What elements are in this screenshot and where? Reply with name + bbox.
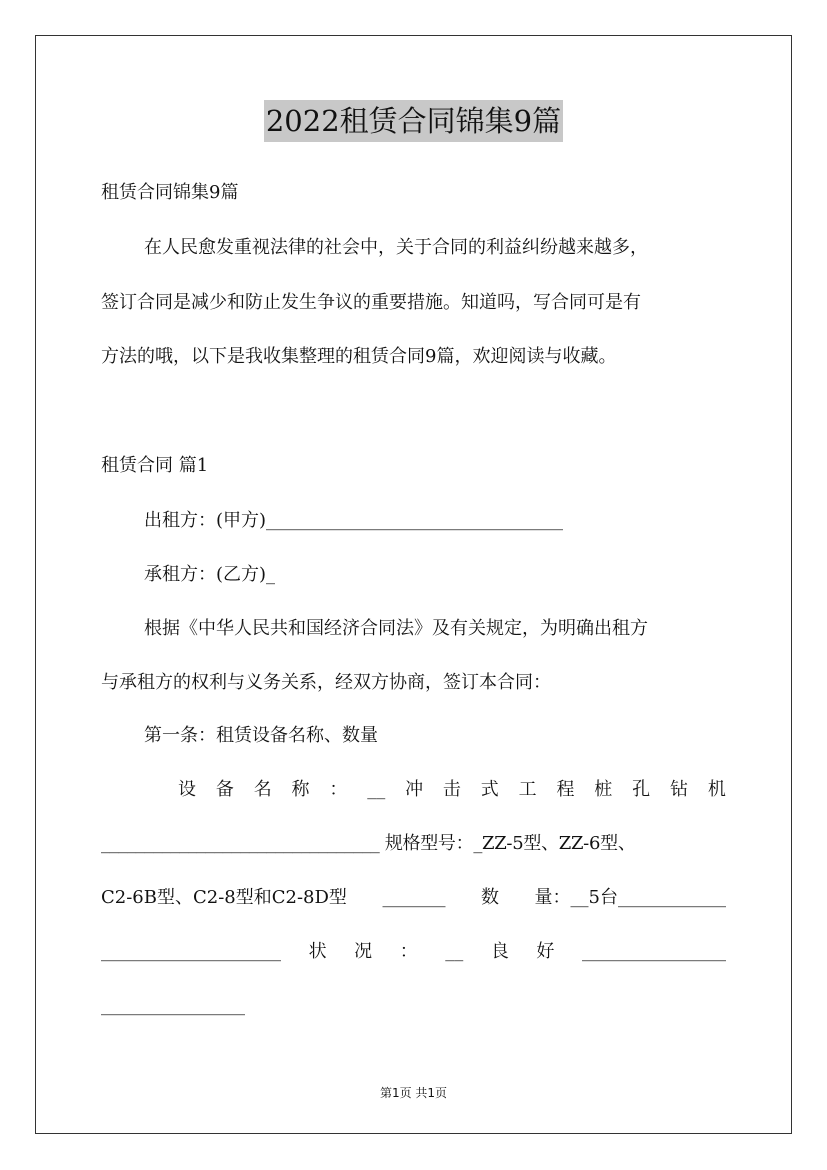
equipment-token: 程 [556, 779, 575, 800]
equipment-token: 桩 [594, 779, 613, 800]
equipment-token: 数 [481, 887, 499, 908]
equipment-token: 冲 [405, 779, 424, 800]
equipment-token: 钻 [669, 779, 688, 800]
intro-line-1: 在人民愈发重视法律的社会中，关于合同的利益纠纷越来越多， [144, 237, 648, 258]
equipment-condition-line [101, 939, 726, 965]
equipment-token: C2-6B型、C2-8型和C2-8D型 [101, 887, 347, 908]
equipment-token: ____________________ [101, 941, 281, 962]
basis-line-2: 与承租方的权利与义务关系，经双方协商，签订本合同： [101, 672, 551, 693]
equipment-token: 孔 [632, 779, 651, 800]
equipment-token: _______ [382, 887, 446, 908]
equipment-blank-line: ________________ [101, 995, 245, 1016]
lessee-line: 承租方：(乙方)_ [144, 564, 276, 585]
document-title-wrap [0, 100, 827, 142]
equipment-token: ： [399, 941, 418, 962]
equipment-token: 好 [536, 941, 555, 962]
equipment-token: 状 [308, 941, 327, 962]
equipment-token: 工 [518, 779, 537, 800]
equipment-token: 击 [442, 779, 461, 800]
equipment-token: 况 [354, 941, 373, 962]
subtitle: 租赁合同锦集9篇 [101, 182, 239, 203]
article1-heading: 第一条：租赁设备名称、数量 [144, 725, 378, 746]
equipment-token: __ [445, 941, 464, 962]
equipment-token: 称 [291, 779, 310, 800]
equipment-token: 设 [178, 779, 196, 800]
intro-line-2: 签订合同是减少和防止发生争议的重要措施。知道吗，写合同可是有 [101, 292, 641, 313]
section-heading: 租赁合同 篇1 [101, 455, 209, 476]
equipment-token: 备 [215, 779, 234, 800]
equipment-token: 良 [490, 941, 509, 962]
lessor-line: 出租方：(甲方)_________________________________ [144, 510, 564, 531]
equipment-name-line [178, 777, 726, 803]
intro-line-3: 方法的哦，以下是我收集整理的租赁合同9篇，欢迎阅读与收藏。 [101, 346, 617, 367]
equipment-token: 量：__5台____________ [534, 887, 726, 908]
equipment-token: 式 [480, 779, 499, 800]
equipment-token: ________________ [581, 941, 726, 962]
equipment-token: __ [367, 779, 386, 800]
equipment-token: 名 [253, 779, 272, 800]
equipment-token: 机 [707, 779, 726, 800]
equipment-token: ： [329, 779, 348, 800]
equipment-model-line: ________________________________ 规格型号：_ZZ-5型、ZZ-6型、 [101, 833, 636, 854]
page-footer: 第1页 共1页 [379, 1086, 448, 1100]
document-title: 2022租赁合同锦集9篇 [264, 100, 563, 142]
basis-line-1: 根据《中华人民共和国经济合同法》及有关规定，为明确出租方 [144, 618, 648, 639]
equipment-quantity-line [101, 885, 726, 911]
